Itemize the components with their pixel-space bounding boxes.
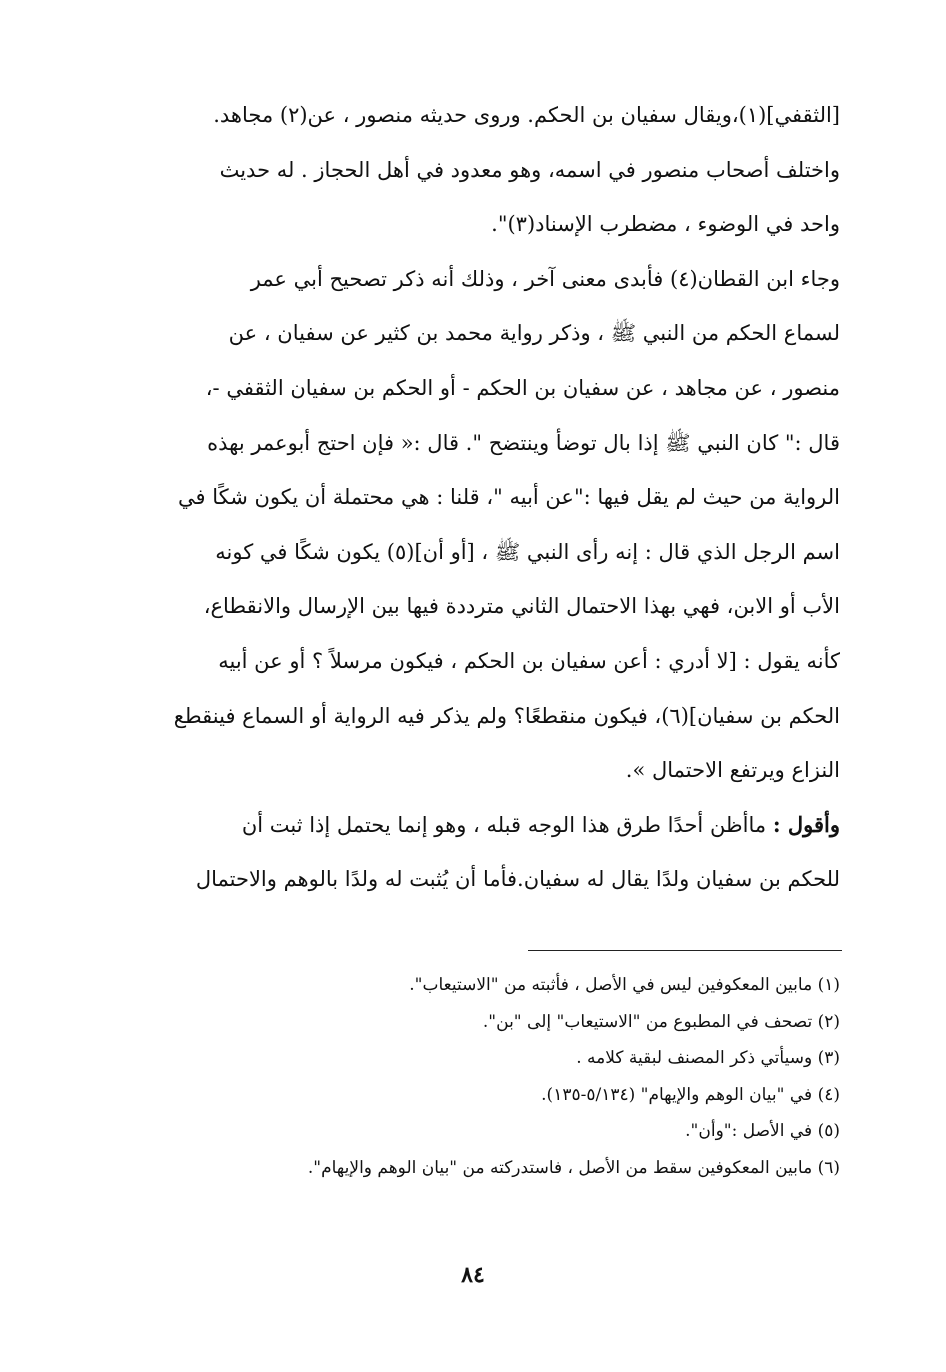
text-line: كأنه يقول : [لا أدري : أعن سفيان بن الحكم ، فيكون مرسلاً ؟ أو عن أبيه	[218, 648, 840, 673]
text-line: وجاء ابن القطان(٤) فأبدى معنى آخر ، وذلك أنه ذكر تصحيح أبي عمر	[250, 266, 840, 291]
text-line	[100, 798, 840, 853]
text-line: قال :" كان النبي ﷺ إذا بال توضأ وينتضح ". قال :« فإن احتج أبوعمر بهذه	[207, 430, 840, 455]
text-line: الأب أو الابن، فهي بهذا الاحتمال الثاني مترددة فيها بين الإرسال والانقطاع،	[203, 594, 840, 619]
main-text	[100, 88, 840, 907]
footnote: (٣) وسيأتي ذكر المصنف لبقية كلامه .	[576, 1048, 840, 1068]
text-line: واختلف أصحاب منصور في اسمه، وهو معدود في أهل الحجاز . له حديث	[219, 157, 840, 182]
text-line: لسماع الحكم من النبي ﷺ ، وذكر رواية محمد بن كثير عن سفيان ، عن	[228, 321, 840, 346]
footnote: (١) مابين المعكوفين ليس في الأصل ، فأثبته من "الاستيعاب".	[409, 975, 840, 995]
footnote: (٦) مابين المعكوفين سقط من الأصل ، فاستدركته من "بيان الوهم والإيهام".	[307, 1157, 840, 1178]
text-line: منصور ، عن مجاهد ، عن سفيان بن الحكم - أو الحكم بن سفيان الثقفي -،	[205, 375, 840, 400]
text-line: [الثقفي](١)،ويقال سفيان بن الحكم. وروى حديثه منصور ، عن(٢) مجاهد.	[213, 103, 840, 127]
text-line: للحكم بن سفيان ولدًا يقال له سفيان.فأما أن يُثبت له ولدًا بالوهم والاحتمال	[195, 867, 840, 892]
text-line: واحد في الوضوء ، مضطرب الإسناد(٣)".	[491, 212, 840, 237]
paragraph-3	[100, 798, 840, 907]
text-line-rest: ماأظن أحدًا طرق هذا الوجه قبله ، وهو إنما يحتمل إذا ثبت أن	[241, 812, 773, 837]
text-line: النزاع ويرتفع الاحتمال ».	[625, 758, 840, 783]
footnote: (٢) تصحف في المطبوع من "الاستيعاب" إلى "بن".	[482, 1011, 840, 1032]
page-number: ٨٤	[461, 1262, 485, 1288]
text-line: الرواية من حيث لم يقل فيها :"عن أبيه "، قلنا : هي محتملة أن يكون شكًا في	[177, 485, 840, 510]
paragraph-1	[100, 88, 840, 252]
footnote: (٤) في "بيان الوهم والإيهام" (٥/١٣٤-١٣٥).	[541, 1084, 840, 1105]
text-line: الحكم بن سفيان](٦)، فيكون منقطعًا؟ ولم يذكر فيه الرواية أو السماع فينقطع	[173, 703, 840, 728]
footnote: (٥) في الأصل :"وأن".	[685, 1121, 840, 1141]
paragraph-2	[100, 252, 840, 798]
footnote-divider	[528, 950, 842, 951]
text-line: اسم الرجل الذي قال : إنه رأى النبي ﷺ ، [أو أن](٥) يكون شكًا في كونه	[215, 539, 840, 564]
paragraph-lead: وأقول :	[772, 811, 840, 837]
footnotes	[100, 967, 840, 1186]
